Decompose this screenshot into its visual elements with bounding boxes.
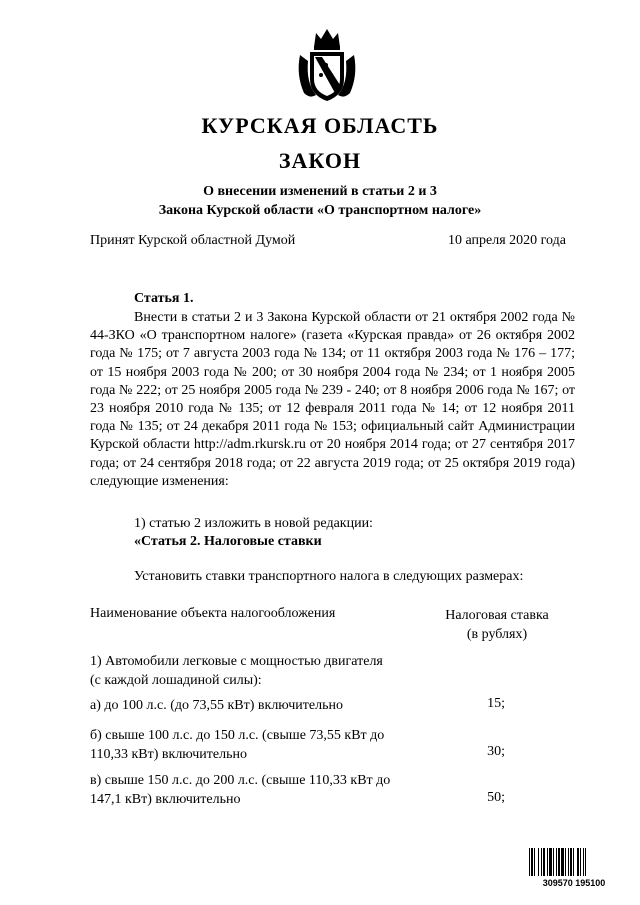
- barcode-number: 309570 195100: [526, 876, 622, 890]
- document-type-title: ЗАКОН: [278, 148, 362, 173]
- group-1-line2: (с каждой лошадиной силы):: [90, 673, 262, 688]
- table-row: [90, 726, 420, 764]
- coat-of-arms-icon: [296, 25, 358, 105]
- law-subtitle-line1: О внесении изменений в статьи 2 и 3: [203, 184, 437, 199]
- law-subtitle-line2: Закона Курской области «О транспортном налоге»: [158, 203, 482, 218]
- group-1-heading: [90, 652, 420, 690]
- table-row: [90, 696, 420, 715]
- adopted-by: Принят Курской областной Думой: [90, 233, 296, 248]
- row-b-line1: б) свыше 100 л.с. до 150 л.с. (свыше 73,55 кВт до: [90, 728, 385, 743]
- row-c-line2: 147,1 кВт) включительно: [90, 792, 241, 807]
- row-b-rate: 30;: [487, 744, 505, 759]
- group-1-line1: 1) Автомобили легковые с мощностью двигателя: [90, 654, 383, 669]
- table-row: [90, 771, 420, 809]
- item-1-text: 1) статью 2 изложить в новой редакции:: [134, 516, 373, 531]
- rates-intro: Установить ставки транспортного налога в следующих размерах:: [134, 569, 524, 584]
- region-title: КУРСКАЯ ОБЛАСТЬ: [201, 113, 439, 138]
- row-c-rate: 50;: [487, 790, 505, 805]
- column-header-rate: [437, 606, 557, 644]
- column-header-object: Наименование объекта налогообложения: [90, 606, 336, 621]
- article-2-heading: «Статья 2. Налоговые ставки: [134, 534, 322, 549]
- row-a-line1: а) до 100 л.с. (до 73,55 кВт) включительно: [90, 698, 343, 713]
- row-c-line1: в) свыше 150 л.с. до 200 л.с. (свыше 110,33 кВт до: [90, 773, 391, 788]
- column-header-rate-line2: (в рублях): [466, 627, 528, 642]
- row-b-line2: 110,33 кВт) включительно: [90, 747, 247, 762]
- article-1-paragraph: Внести в статьи 2 и 3 Закона Курской области от 21 октября 2002 года № 44-ЗКО «О транспортном налоге» (газета «Курская правда» от 26 октября 2002 года № 175; от 7 августа 2003 года № 134; от 11 октября 2003 года № 176 – 177; от 15 ноября 2003 года № 200; от 30 ноября 2004 года № 234; от 1 ноября 2005 года № 222; от 25 ноября 2005 года № 239 - 240; от 8 ноября 2006 года № 167; от 23 ноября 2010 года № 135; от 12 февраля 2011 года № 14; от 12 ноября 2011 года № 135; от 24 декабря 2011 года № 153; официальный сайт Администрации Курской области http://adm.rkursk.ru от 20 ноября 2014 года; от 27 сентября 2017 года; от 24 сентября 2018 года; от 22 августа 2019 года; от 25 октября 2019 года) следующие изменения:: [90, 310, 575, 489]
- adoption-date: 10 апреля 2020 года: [448, 233, 566, 248]
- row-a-rate: 15;: [487, 696, 505, 711]
- article-1-heading: Статья 1.: [134, 291, 194, 306]
- column-header-rate-line1: Налоговая ставка: [445, 608, 549, 623]
